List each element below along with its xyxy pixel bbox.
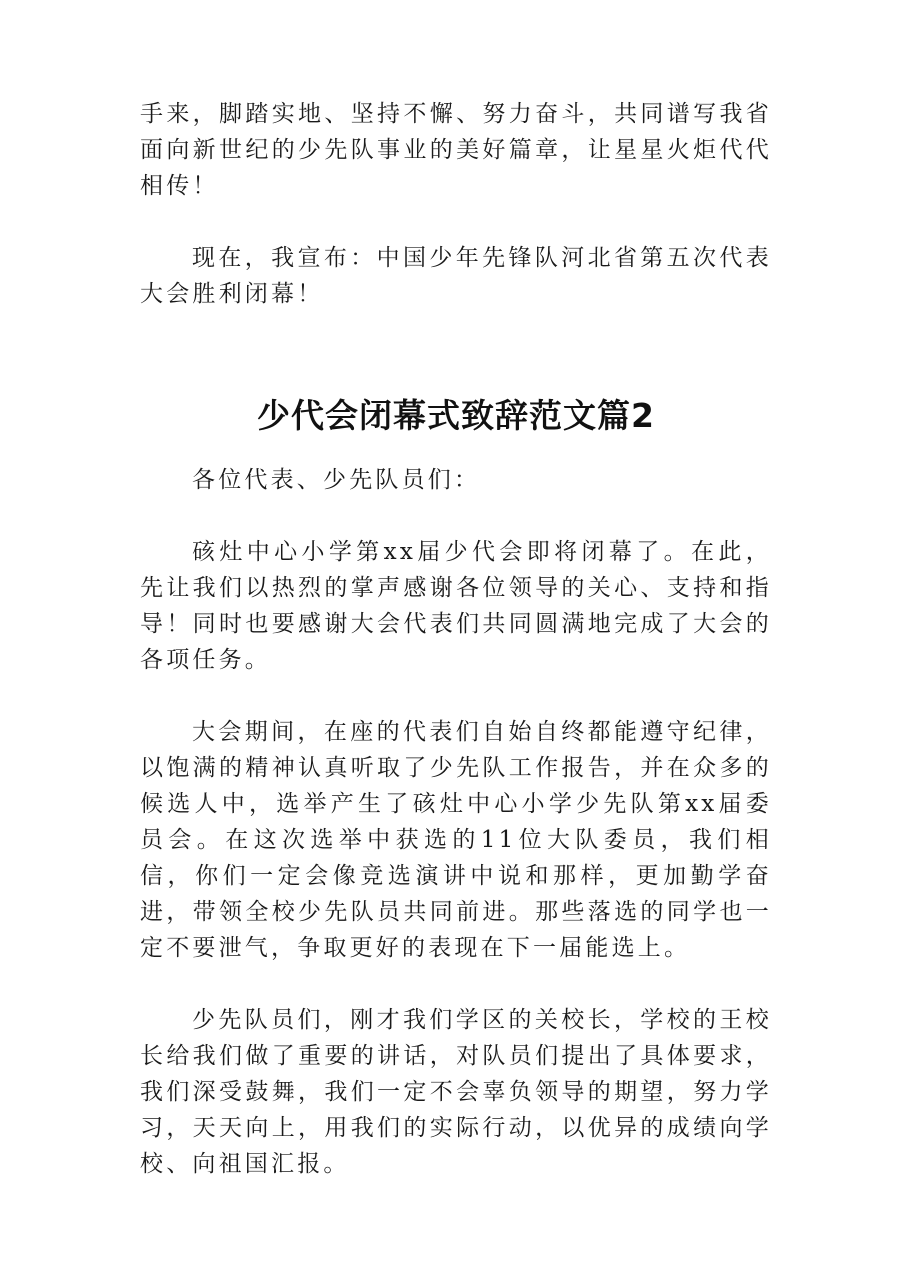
document-page — [140, 96, 772, 1182]
greeting: 各位代表、少先队员们： — [192, 467, 481, 493]
paragraph-2: 大会期间，在座的代表们自始自终都能遵守纪律，以饱满的精神认真听取了少先队工作报告，并在众多的候选人中，选举产生了硋灶中心小学少先队第xx届委员会。在这次选举中获选的11位大队委员，我们相信，你们一定会像竞选演讲中说和那样，更加勤学奋进，带领全校少先队员共同前进。那些落选的同学也一定不要泄气，争取更好的表现在下一届能选上。 — [140, 719, 772, 961]
paragraph-continued: 手来，脚踏实地、坚持不懈、努力奋斗，共同谱写我省面向新世纪的少先队事业的美好篇章，让星星火炬代代相传！ — [140, 101, 772, 199]
paragraph-1: 硋灶中心小学第xx届少代会即将闭幕了。在此，先让我们以热烈的掌声感谢各位领导的关心、支持和指导！同时也要感谢大会代表们共同圆满地完成了大会的各项任务。 — [140, 539, 772, 673]
section-title: 少代会闭幕式致辞范文篇2 — [257, 396, 655, 435]
paragraph-3: 少先队员们，刚才我们学区的关校长，学校的王校长给我们做了重要的讲话，对队员们提出了具体要求，我们深受鼓舞，我们一定不会辜负领导的期望，努力学习，天天向上，用我们的实际行动，以优异的成绩向学校、向祖国汇报。 — [140, 1007, 772, 1177]
paragraph-closing-announcement: 现在，我宣布：中国少年先锋队河北省第五次代表大会胜利闭幕！ — [140, 245, 772, 307]
